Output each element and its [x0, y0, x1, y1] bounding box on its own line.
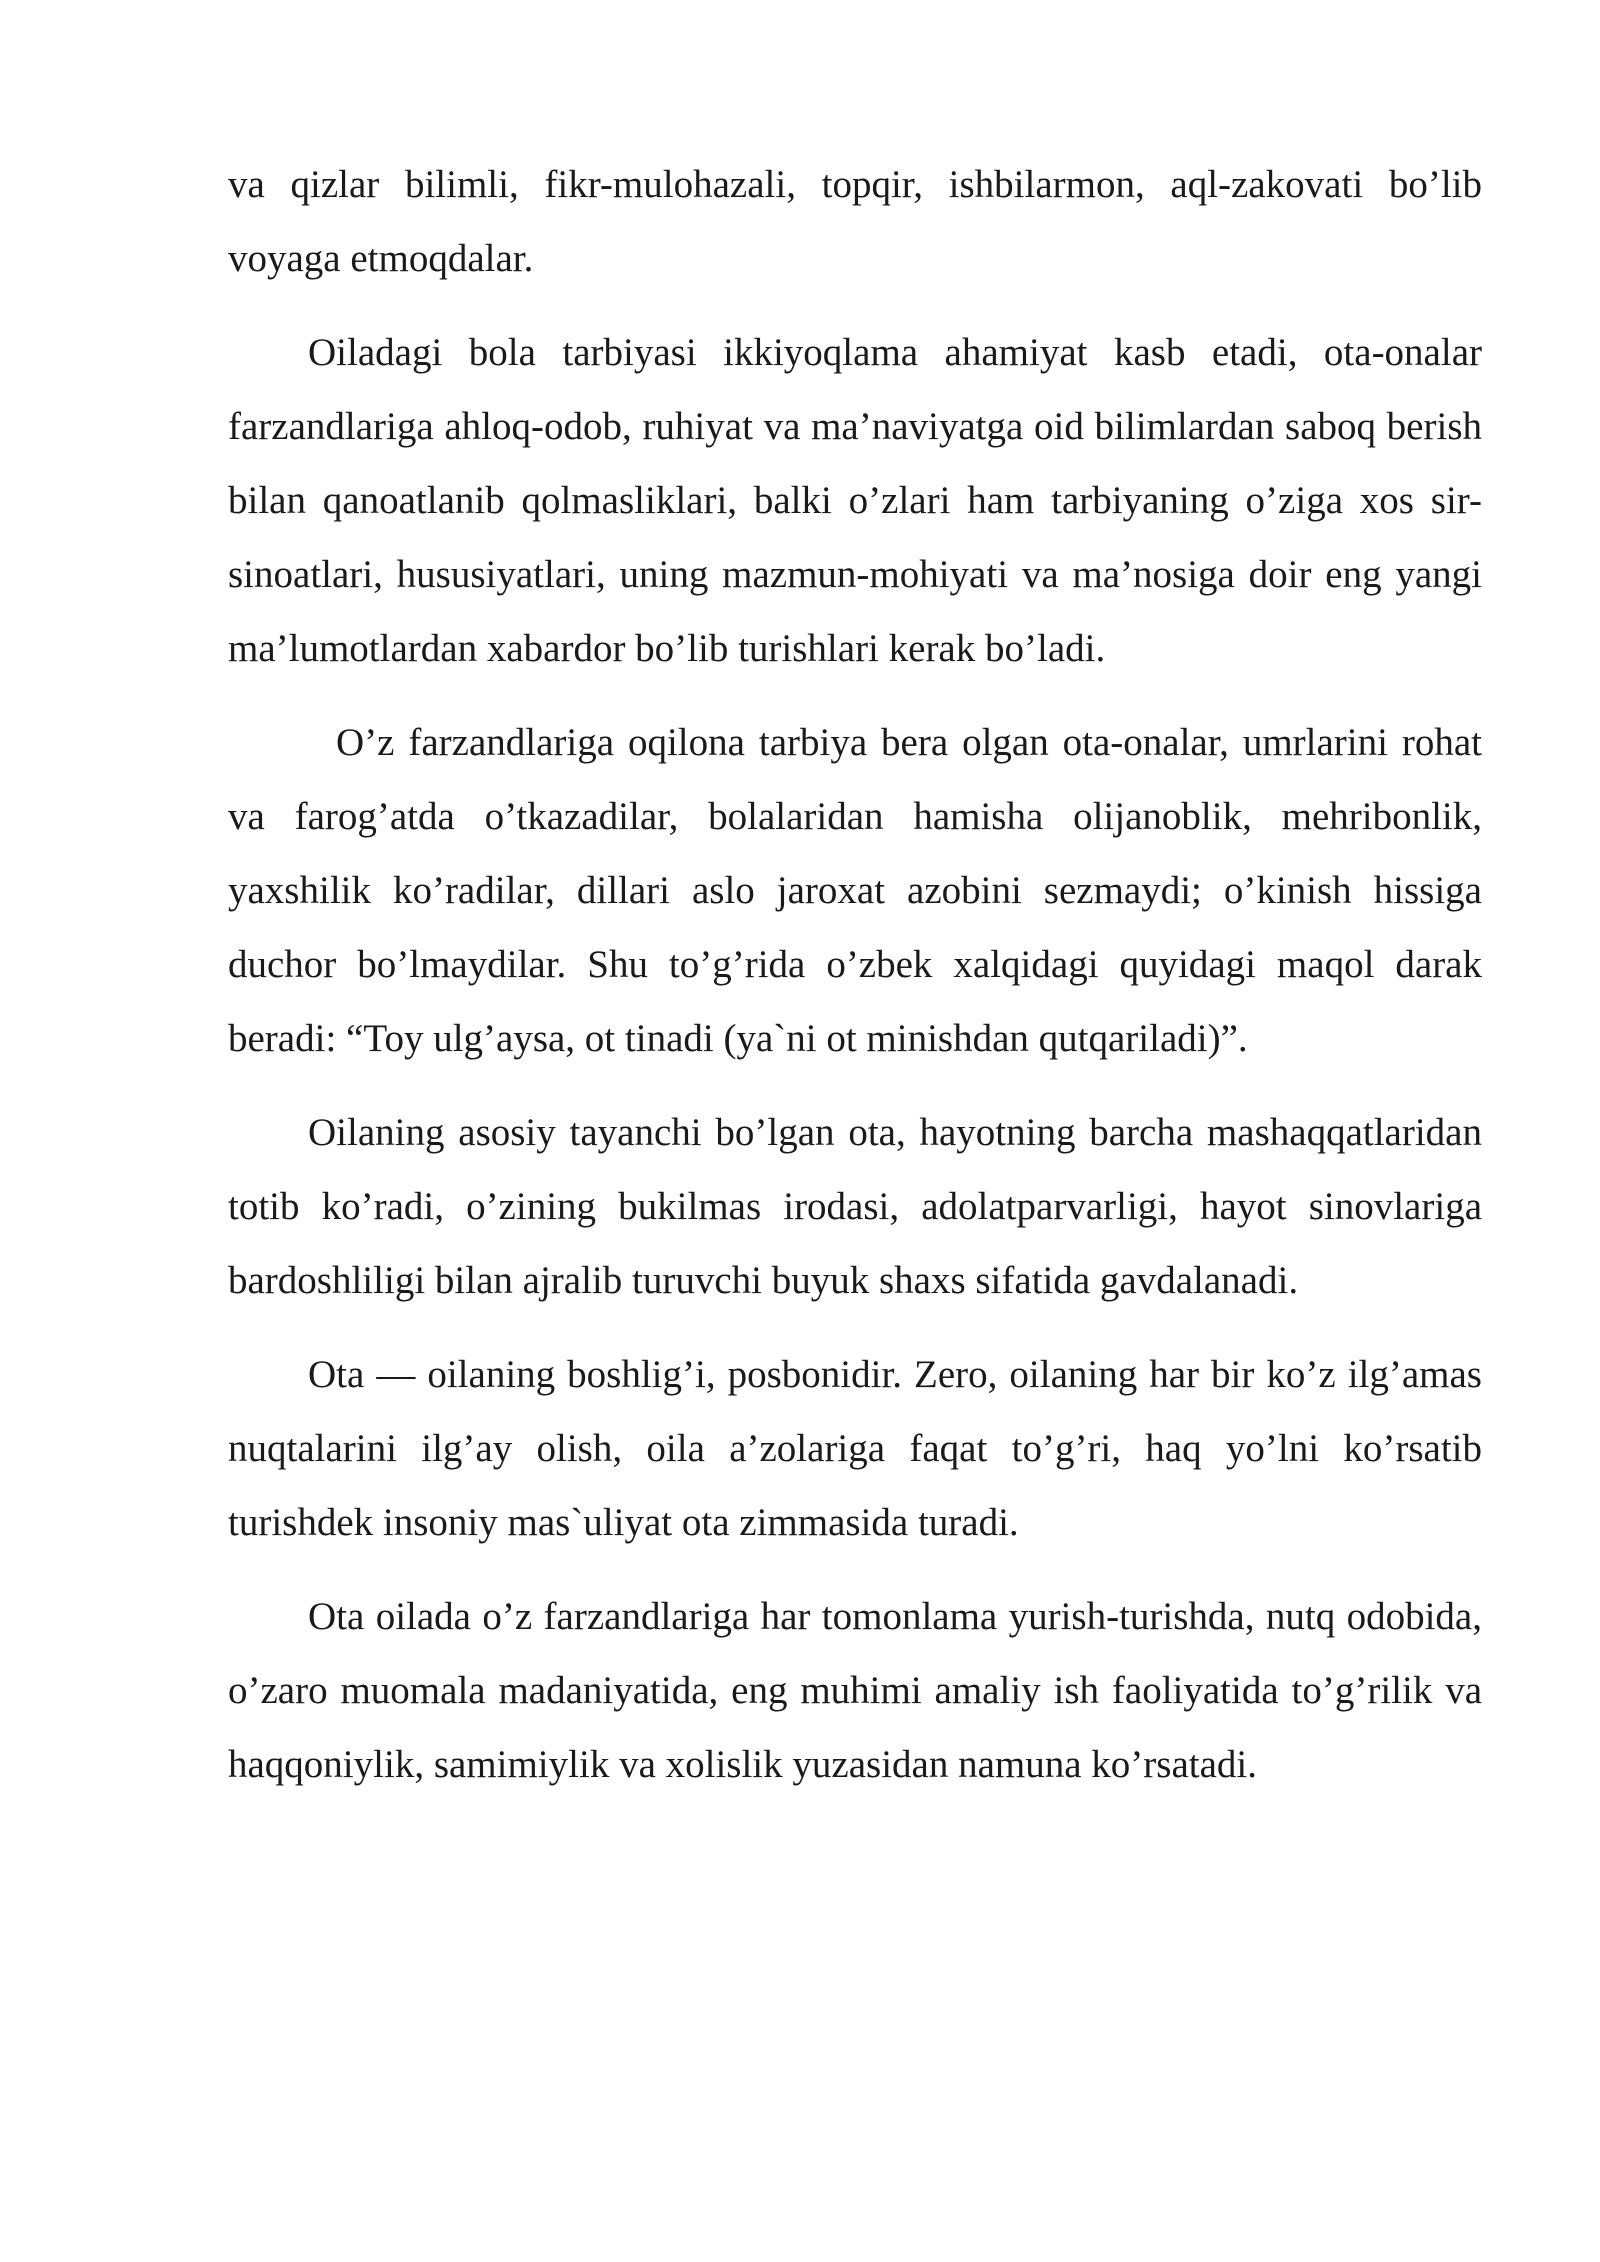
paragraph-father-example: Ota oilada o’z farzandlariga har tomonlama yurish-turishda, nutq odobida, o’zaro muomala madaniyatida, eng muhimi amaliy ish faoliyatida to’g’rilik va haqqoniylik, samimiylik va xolislik yuzasidan namuna ko’rsatadi.	[228, 1595, 1482, 1786]
paragraph-family-upbringing: Oiladagi bola tarbiyasi ikkiyoqlama ahamiyat kasb etadi, ota-onalar farzandlariga ahloq-odob, ruhiyat va ma’naviyatga oid bilimlardan saboq berish bilan qanoatlanib qolmasliklari, balki o’zlari ham tarbiyaning o’ziga xos sir-sinoatlari, hususiyatlari, uning mazmun-mohiyati va ma’nosiga doir eng yangi ma’lumotlardan xabardor bo’lib turishlari kerak bo’ladi.	[228, 331, 1482, 670]
paragraph-father-head: Ota — oilaning boshlig’i, posbonidir. Zero, oilaning har bir ko’z ilg’amas nuqtalarini ilg’ay olish, oila a’zolariga faqat to’g’ri, haq yo’lni ko’rsatib turishdek insoniy mas`uliyat ota zimmasida turadi.	[228, 1353, 1482, 1544]
paragraph-wise-parents: O’z farzandlariga oqilona tarbiya bera olgan ota-onalar, umrlarini rohat va farog’atda o’tkazadilar, bolalaridan hamisha olijanoblik, mehribonlik, yaxshilik ko’radilar, dillari aslo jaroxat azobini sezmaydi; o’kinish hissiga duchor bo’lmaydilar. Shu to’g’rida o’zbek xalqidagi quyidagi maqol darak beradi: “Toy ulg’aysa, ot tinadi (ya`ni ot minishdan qutqariladi)”.	[228, 721, 1482, 1060]
paragraph-father-support: Oilaning asosiy tayanchi bo’lgan ota, hayotning barcha mashaqqatlaridan totib ko’radi, o’zining bukilmas irodasi, adolatparvarligi, hayot sinovlariga bardoshliligi bilan ajralib turuvchi buyuk shaxs sifatida gavdalanadi.	[228, 1111, 1482, 1302]
paragraph-continuation: va qizlar bilimli, fikr-mulohazali, topqir, ishbilarmon, aql-zakovati bo’lib voyaga etmoqdalar.	[228, 163, 1482, 280]
document-page	[228, 148, 1482, 1822]
